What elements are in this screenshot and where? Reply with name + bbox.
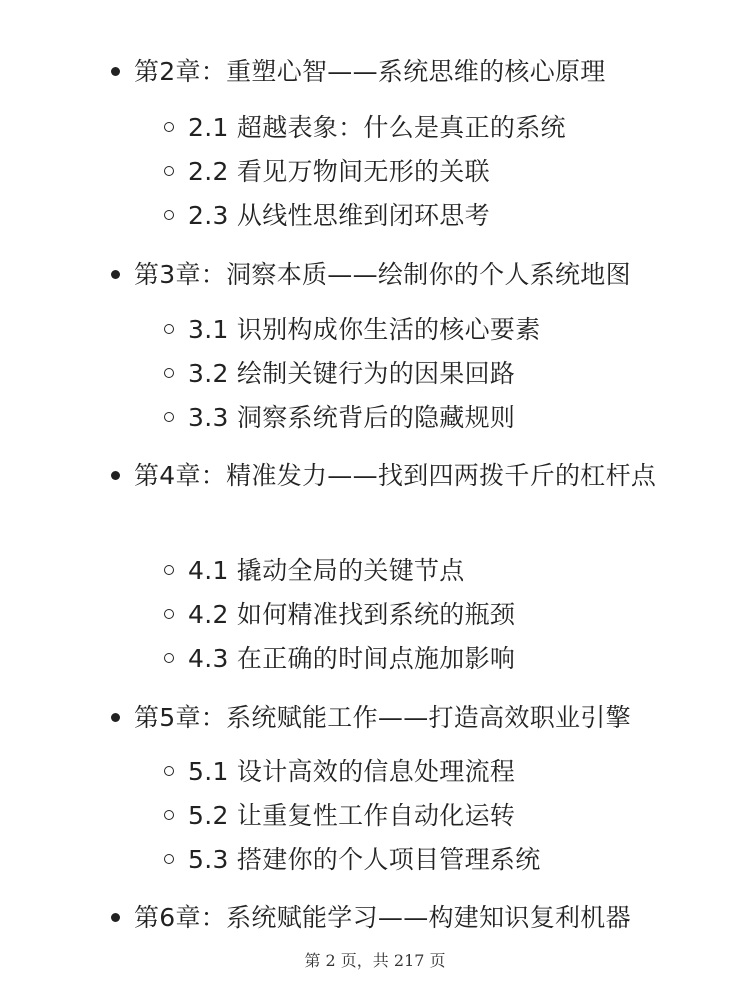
section-title: 4.1 撬动全局的关键节点 (188, 556, 465, 585)
section-title: 5.1 设计高效的信息处理流程 (188, 757, 516, 786)
section-title: 2.2 看见万物间无形的关联 (188, 157, 490, 186)
hollow-bullet-icon (164, 766, 174, 776)
toc-section-4-1[interactable] (164, 553, 684, 589)
toc-section-4-2[interactable] (164, 597, 684, 633)
chapter-title: 第5章：系统赋能工作——打造高效职业引擎 (134, 703, 631, 732)
section-title: 2.1 超越表象：什么是真正的系统 (188, 113, 566, 142)
chapter-title: 第2章：重塑心智——系统思维的核心原理 (134, 57, 606, 86)
toc-section-5-2[interactable] (164, 798, 684, 834)
bullet-icon (111, 67, 120, 76)
section-title: 4.3 在正确的时间点施加影响 (188, 644, 516, 673)
toc-section-3-1[interactable] (164, 312, 684, 348)
chapter-title: 第3章：洞察本质——绘制你的个人系统地图 (134, 260, 631, 289)
toc-section-3-3[interactable] (164, 400, 684, 436)
section-title: 5.2 让重复性工作自动化运转 (188, 801, 516, 830)
bullet-icon (111, 913, 120, 922)
hollow-bullet-icon (164, 609, 174, 619)
bullet-icon (111, 471, 120, 480)
hollow-bullet-icon (164, 854, 174, 864)
hollow-bullet-icon (164, 368, 174, 378)
hollow-bullet-icon (164, 653, 174, 663)
bullet-icon (111, 270, 120, 279)
toc-section-5-3[interactable] (164, 842, 684, 878)
toc-section-2-3[interactable] (164, 198, 684, 234)
section-title: 3.2 绘制关键行为的因果回路 (188, 359, 516, 388)
hollow-bullet-icon (164, 166, 174, 176)
hollow-bullet-icon (164, 565, 174, 575)
hollow-bullet-icon (164, 810, 174, 820)
toc-chapter-2[interactable] (111, 51, 671, 93)
hollow-bullet-icon (164, 324, 174, 334)
toc-section-2-1[interactable] (164, 110, 684, 146)
toc-chapter-3[interactable] (111, 254, 671, 296)
toc-section-4-3[interactable] (164, 641, 684, 677)
section-title: 4.2 如何精准找到系统的瓶颈 (188, 600, 516, 629)
hollow-bullet-icon (164, 122, 174, 132)
toc-section-3-2[interactable] (164, 356, 684, 392)
toc-section-5-1[interactable] (164, 754, 684, 790)
bullet-icon (111, 713, 120, 722)
toc-chapter-5[interactable] (111, 697, 671, 739)
hollow-bullet-icon (164, 412, 174, 422)
section-title: 2.3 从线性思维到闭环思考 (188, 201, 490, 230)
chapter-title: 第6章：系统赋能学习——构建知识复利机器 (134, 903, 631, 932)
toc-chapter-4[interactable] (111, 455, 671, 497)
section-title: 3.1 识别构成你生活的核心要素 (188, 315, 541, 344)
section-title: 5.3 搭建你的个人项目管理系统 (188, 845, 541, 874)
section-title: 3.3 洞察系统背后的隐藏规则 (188, 403, 516, 432)
chapter-title: 第4章：精准发力——找到四两拨千斤的杠杆点 (134, 461, 657, 490)
hollow-bullet-icon (164, 210, 174, 220)
page-number-footer: 第 2 页，共 217 页 (304, 951, 446, 970)
toc-section-2-2[interactable] (164, 154, 684, 190)
toc-chapter-6[interactable] (111, 897, 671, 939)
